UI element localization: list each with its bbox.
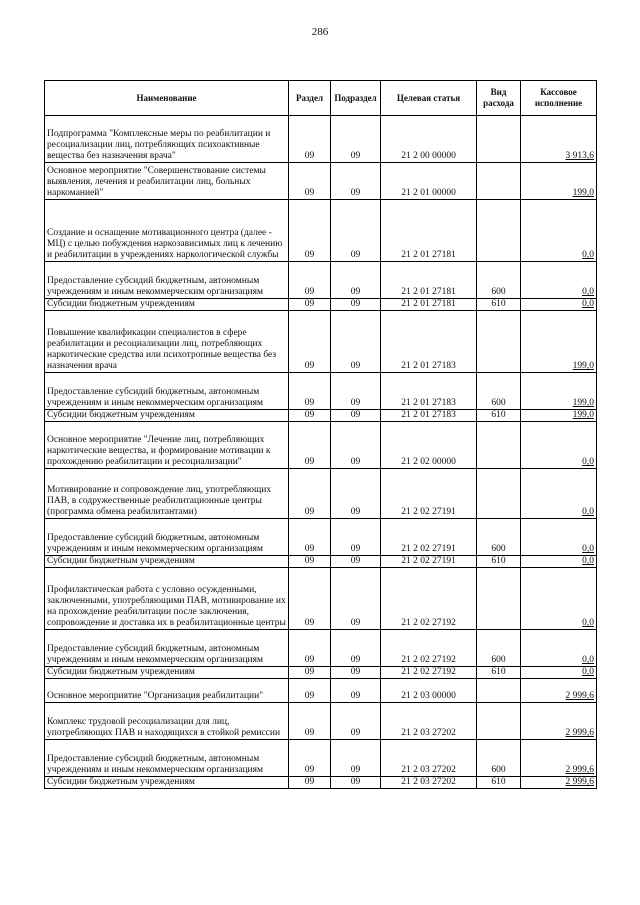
row-target-article: 21 2 01 00000 xyxy=(381,163,477,200)
table-row xyxy=(45,630,597,667)
row-execution: 0,0 xyxy=(521,630,597,667)
table-row xyxy=(45,373,597,410)
row-execution: 0,0 xyxy=(521,469,597,519)
row-section: 09 xyxy=(289,200,331,262)
row-name: Основное мероприятие "Лечение лиц, потребляющих наркотические вещества, и формирование мотивации к прохождению реабилитации и ресоциализации" xyxy=(45,422,289,469)
row-expense-type: 600 xyxy=(477,262,521,299)
row-target-article: 21 2 02 27192 xyxy=(381,667,477,679)
row-subsection: 09 xyxy=(331,703,381,740)
row-expense-type: 600 xyxy=(477,519,521,556)
row-section: 09 xyxy=(289,422,331,469)
row-subsection: 09 xyxy=(331,163,381,200)
row-execution: 2 999,6 xyxy=(521,679,597,703)
row-section: 09 xyxy=(289,630,331,667)
row-target-article: 21 2 03 00000 xyxy=(381,679,477,703)
row-section: 09 xyxy=(289,299,331,311)
row-subsection: 09 xyxy=(331,373,381,410)
budget-execution-table xyxy=(44,80,597,789)
row-expense-type xyxy=(477,422,521,469)
row-expense-type xyxy=(477,469,521,519)
page-number: 286 xyxy=(311,26,329,38)
row-section: 09 xyxy=(289,410,331,422)
row-subsection: 09 xyxy=(331,311,381,373)
row-subsection: 09 xyxy=(331,299,381,311)
table-row xyxy=(45,519,597,556)
row-section: 09 xyxy=(289,469,331,519)
row-expense-type: 600 xyxy=(477,373,521,410)
row-section: 09 xyxy=(289,262,331,299)
row-execution: 199,0 xyxy=(521,311,597,373)
row-expense-type: 610 xyxy=(477,667,521,679)
row-name: Мотивирование и сопровождение лиц, употребляющих ПАВ, в содружественные реабилитационные центры (программа обмена реабилитантами) xyxy=(45,469,289,519)
row-section: 09 xyxy=(289,163,331,200)
row-name: Предоставление субсидий бюджетным, автономным учреждениям и иным некоммерческим организациям xyxy=(45,740,289,777)
row-subsection: 09 xyxy=(331,469,381,519)
row-execution: 0,0 xyxy=(521,519,597,556)
header-subsection: Подраздел xyxy=(331,81,381,116)
row-section: 09 xyxy=(289,519,331,556)
row-name: Основное мероприятие "Совершенствование системы выявления, лечения и реабилитации лиц, больных наркоманией" xyxy=(45,163,289,200)
table-row xyxy=(45,116,597,163)
row-name: Предоставление субсидий бюджетным, автономным учреждениям и иным некоммерческим организациям xyxy=(45,519,289,556)
row-execution: 0,0 xyxy=(521,299,597,311)
row-section: 09 xyxy=(289,679,331,703)
row-section: 09 xyxy=(289,311,331,373)
header-execution: Кассовое исполнение xyxy=(521,81,597,116)
row-name: Профилактическая работа с условно осужденными, заключенными, употребляющими ПАВ, мотивирование их на прохождение реабилитации после заключения, сопровождение и доставка их в реабилитационные центры xyxy=(45,568,289,630)
row-execution: 3 913,6 xyxy=(521,116,597,163)
row-section: 09 xyxy=(289,373,331,410)
header-target-article: Целевая статья xyxy=(381,81,477,116)
row-target-article: 21 2 01 27183 xyxy=(381,311,477,373)
row-target-article: 21 2 03 27202 xyxy=(381,740,477,777)
row-subsection: 09 xyxy=(331,556,381,568)
row-target-article: 21 2 00 00000 xyxy=(381,116,477,163)
row-expense-type: 600 xyxy=(477,740,521,777)
row-execution: 199,0 xyxy=(521,373,597,410)
row-expense-type: 600 xyxy=(477,630,521,667)
table-row xyxy=(45,777,597,789)
row-name: Субсидии бюджетным учреждениям xyxy=(45,299,289,311)
row-expense-type: 610 xyxy=(477,777,521,789)
row-subsection: 09 xyxy=(331,410,381,422)
row-target-article: 21 2 02 27191 xyxy=(381,556,477,568)
row-execution: 2 999,6 xyxy=(521,703,597,740)
row-target-article: 21 2 03 27202 xyxy=(381,777,477,789)
row-execution: 2 999,6 xyxy=(521,740,597,777)
row-target-article: 21 2 01 27181 xyxy=(381,200,477,262)
row-name: Субсидии бюджетным учреждениям xyxy=(45,667,289,679)
table-row xyxy=(45,262,597,299)
table-row xyxy=(45,422,597,469)
row-section: 09 xyxy=(289,740,331,777)
row-target-article: 21 2 03 27202 xyxy=(381,703,477,740)
table-row xyxy=(45,410,597,422)
row-section: 09 xyxy=(289,777,331,789)
row-name: Создание и оснащение мотивационного центра (далее - МЦ) с целью побуждения наркозависимых лиц к лечению и реабилитации в учреждениях наркологической службы xyxy=(45,200,289,262)
table-row xyxy=(45,568,597,630)
header-name: Наименование xyxy=(45,81,289,116)
row-expense-type xyxy=(477,679,521,703)
table-row xyxy=(45,299,597,311)
row-name: Основное мероприятие "Организация реабилитации" xyxy=(45,679,289,703)
row-subsection: 09 xyxy=(331,200,381,262)
table-row xyxy=(45,163,597,200)
row-subsection: 09 xyxy=(331,679,381,703)
row-subsection: 09 xyxy=(331,568,381,630)
row-target-article: 21 2 01 27181 xyxy=(381,299,477,311)
table-row xyxy=(45,703,597,740)
row-name: Подпрограмма "Комплексные меры по реабилитации и ресоциализации лиц, потребляющих психоактивные вещества без назначения врача" xyxy=(45,116,289,163)
row-execution: 0,0 xyxy=(521,556,597,568)
row-subsection: 09 xyxy=(331,262,381,299)
table-row xyxy=(45,311,597,373)
row-subsection: 09 xyxy=(331,630,381,667)
row-name: Комплекс трудовой ресоциализации для лиц, употребляющих ПАВ и находящихся в стойкой ремиссии xyxy=(45,703,289,740)
row-name: Предоставление субсидий бюджетным, автономным учреждениям и иным некоммерческим организациям xyxy=(45,630,289,667)
table-row xyxy=(45,740,597,777)
row-target-article: 21 2 02 27192 xyxy=(381,568,477,630)
row-subsection: 09 xyxy=(331,422,381,469)
row-execution: 0,0 xyxy=(521,262,597,299)
row-execution: 0,0 xyxy=(521,422,597,469)
row-name: Предоставление субсидий бюджетным, автономным учреждениям и иным некоммерческим организациям xyxy=(45,373,289,410)
table-body xyxy=(45,116,597,789)
row-execution: 199,0 xyxy=(521,163,597,200)
row-subsection: 09 xyxy=(331,519,381,556)
row-expense-type xyxy=(477,311,521,373)
row-name: Предоставление субсидий бюджетным, автономным учреждениям и иным некоммерческим организациям xyxy=(45,262,289,299)
row-expense-type: 610 xyxy=(477,299,521,311)
row-subsection: 09 xyxy=(331,116,381,163)
row-section: 09 xyxy=(289,556,331,568)
row-section: 09 xyxy=(289,667,331,679)
table-row xyxy=(45,679,597,703)
row-expense-type xyxy=(477,163,521,200)
row-target-article: 21 2 01 27183 xyxy=(381,373,477,410)
row-name: Субсидии бюджетным учреждениям xyxy=(45,777,289,789)
row-target-article: 21 2 01 27181 xyxy=(381,262,477,299)
row-name: Субсидии бюджетным учреждениям xyxy=(45,556,289,568)
row-expense-type: 610 xyxy=(477,410,521,422)
header-expense-type: Вид расхода xyxy=(477,81,521,116)
row-expense-type xyxy=(477,703,521,740)
table-header-row xyxy=(45,81,597,116)
row-target-article: 21 2 02 27192 xyxy=(381,630,477,667)
table-row xyxy=(45,556,597,568)
row-subsection: 09 xyxy=(331,777,381,789)
table-row xyxy=(45,200,597,262)
row-target-article: 21 2 01 27183 xyxy=(381,410,477,422)
row-execution: 0,0 xyxy=(521,200,597,262)
table-row xyxy=(45,469,597,519)
row-subsection: 09 xyxy=(331,740,381,777)
row-expense-type xyxy=(477,568,521,630)
row-section: 09 xyxy=(289,116,331,163)
row-name: Повышение квалификации специалистов в сфере реабилитации и ресоциализации лиц, потребляющих наркотические средства или психотропные вещества без назначения врача xyxy=(45,311,289,373)
row-execution: 0,0 xyxy=(521,667,597,679)
row-target-article: 21 2 02 00000 xyxy=(381,422,477,469)
row-expense-type xyxy=(477,116,521,163)
row-subsection: 09 xyxy=(331,667,381,679)
table-row xyxy=(45,667,597,679)
row-section: 09 xyxy=(289,703,331,740)
row-name: Субсидии бюджетным учреждениям xyxy=(45,410,289,422)
row-execution: 2 999,6 xyxy=(521,777,597,789)
row-target-article: 21 2 02 27191 xyxy=(381,469,477,519)
header-section: Раздел xyxy=(289,81,331,116)
row-expense-type: 610 xyxy=(477,556,521,568)
row-expense-type xyxy=(477,200,521,262)
row-section: 09 xyxy=(289,568,331,630)
row-target-article: 21 2 02 27191 xyxy=(381,519,477,556)
row-execution: 199,0 xyxy=(521,410,597,422)
row-execution: 0,0 xyxy=(521,568,597,630)
